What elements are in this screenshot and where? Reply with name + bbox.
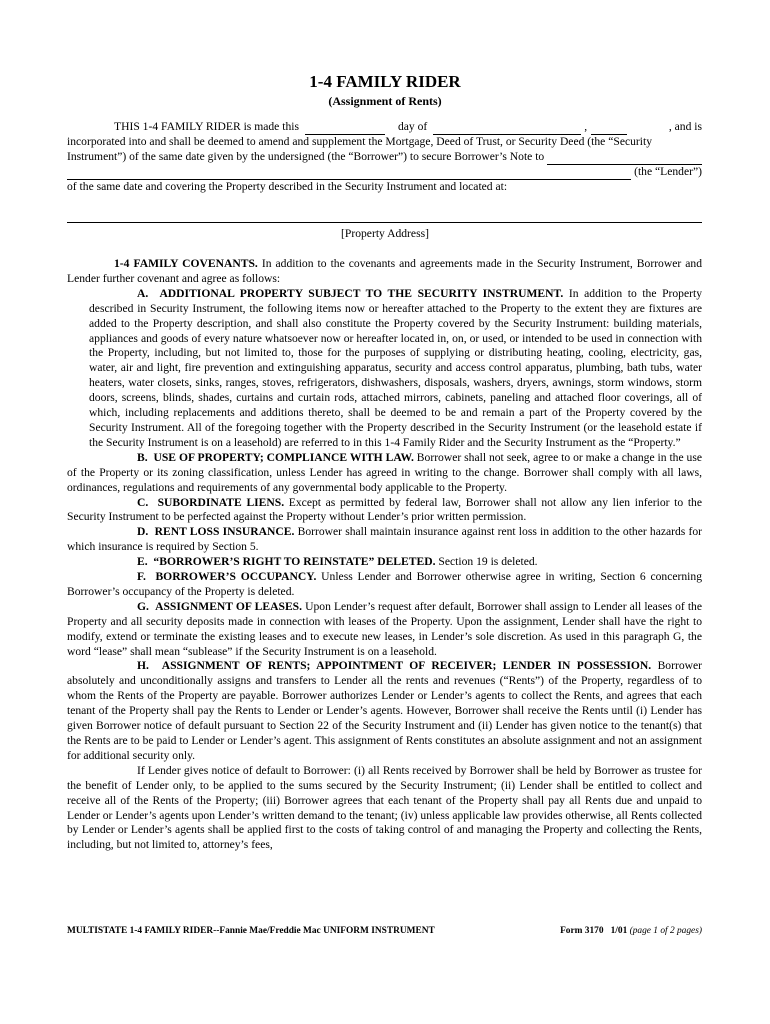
section-h-continued <box>67 764 702 853</box>
section-f-text: Unless Lender and Borrower otherwise agree in writing, Section 6 concerning Borrower’s occupancy of the Property is deleted. <box>67 570 702 598</box>
lender-name-blank[interactable] <box>547 153 702 165</box>
intro-line-5: of the same date and covering the Property described in the Security Instrument and located at: <box>67 179 508 193</box>
footer-form-number: Form 3170 1/01 <box>560 926 628 936</box>
covenants-heading: 1-4 FAMILY COVENANTS. <box>114 257 258 270</box>
section-c-text: Except as permitted by federal law, Borrower shall not allow any lien inferior to the Security Instrument to be perfected against the Property without Lender’s prior written permission. <box>67 495 702 524</box>
section-c <box>67 496 702 526</box>
footer-form-info <box>560 924 702 939</box>
intro-text: , <box>584 120 588 133</box>
month-blank[interactable] <box>433 123 581 135</box>
intro-text: day of <box>397 120 428 133</box>
intro-line-4 <box>67 165 702 180</box>
intro-line-3 <box>67 150 702 165</box>
section-h-heading: H. ASSIGNMENT OF RENTS; APPOINTMENT OF RECEIVER; LENDER IN POSSESSION. <box>137 659 652 673</box>
intro-text: (the “Lender”) <box>634 164 702 178</box>
covenants-body <box>67 257 702 853</box>
section-f-heading: F. BORROWER’S OCCUPANCY. <box>137 570 317 584</box>
property-address-label: [Property Address] <box>341 227 429 240</box>
section-c-heading: C. SUBORDINATE LIENS. <box>137 495 285 509</box>
section-a-text: In addition to the Property described in Security Instrument, the following items now or hereafter attached to the Property to the extent they are fixtures are added to the Property description, and shall also constitute the Property covered by the Security Instrument: building materials, appliances and goods of every nature whatsoever now or hereafter located in, on, or used, or intended to be used in connection with the Property, including, but not limited to, those for the purposes of supplying or distributing heating, cooling, electricity, gas, water, air and light, fire prevention and extinguishing apparatus, security and access control apparatus, plumbing, bath tubs, water heaters, water closets, sinks, ranges, stoves, refrigerators, dishwashers, disposals, washers, dryers, awnings, storm windows, storm doors, screens, blinds, shades, curtains and curtain rods, attached mirrors, cabinets, paneling and attached floor coverings, all of which, including replacements and additions thereto, shall be deemed to be and remain a part of the Property covered by the Security Instrument. All of the foregoing together with the Property described in the Security Instrument (or the leasehold estate if the Security Instrument is on a leasehold) are referred to in this 1-4 Family Rider and the Security Instrument as the “Property.” <box>89 286 702 449</box>
section-e-text: Section 19 is deleted. <box>435 555 538 569</box>
section-a-heading: A. ADDITIONAL PROPERTY SUBJECT TO THE SECURITY INSTRUMENT. <box>137 286 564 300</box>
section-b <box>67 451 702 496</box>
footer-instrument-name: MULTISTATE 1-4 FAMILY RIDER--Fannie Mae/Freddie Mac UNIFORM INSTRUMENT <box>67 926 435 936</box>
section-a <box>67 287 702 451</box>
section-f <box>67 570 702 600</box>
lender-name-blank-2[interactable] <box>67 168 631 180</box>
section-e <box>67 555 702 570</box>
intro-section <box>67 120 702 195</box>
property-address-blank[interactable] <box>67 222 702 223</box>
section-d-text: Borrower shall maintain insurance against rent loss in addition to the other hazards for which insurance is required by Section 5. <box>67 525 702 554</box>
footer-page-number: (page 1 of 2 pages) <box>629 926 702 936</box>
day-blank[interactable] <box>305 123 385 135</box>
section-g-heading: G. ASSIGNMENT OF LEASES. <box>137 599 303 613</box>
covenants-intro <box>67 257 702 287</box>
covenants-intro-text: In addition to the covenants and agreements made in the Security Instrument, Borrower and Lender further covenant and agree as follows: <box>67 257 702 285</box>
section-d <box>67 525 702 555</box>
section-h-text: Borrower absolutely and unconditionally assigns and transfers to Lender all the rents and revenues (“Rents”) of the Property, regardless of to whom the Rents of the Property are payable. Borrower authorizes Lender or Lender’s agents to collect the Rents, and agrees that each tenant of the Property shall pay the Rents to Lender or Lender’s agents. However, Borrower shall receive the Rents until (i) Lender has given Borrower notice of default pursuant to Section 22 of the Security Instrument and (ii) Lender has given notice to the tenant(s) that the Rents are to be paid to Lender or Lender’s agent. This assignment of Rents constitutes an absolute assignment and not an assignment for additional security only. <box>67 659 703 762</box>
document-subtitle: (Assignment of Rents) <box>328 94 442 108</box>
intro-text: Instrument”) of the same date given by the undersigned (the “Borrower”) to secure Borrower’s Note to <box>67 149 545 163</box>
section-g-text: Upon Lender’s request after default, Borrower shall assign to Lender all leases of the Property and all security deposits made in connection with leases of the Property. Upon the assignment, Lender shall have the right to modify, extend or terminate the existing leases and to execute new leases, in Lender’s sole discretion. As used in this paragraph G, the word “lease” shall mean “sublease” if the Security Instrument is on a leasehold. <box>67 599 702 658</box>
document-title: 1-4 FAMILY RIDER <box>309 72 461 91</box>
year-blank[interactable] <box>591 123 627 135</box>
section-b-text: Borrower shall not seek, agree to or make a change in the use of the Property or its zoning classification, unless Lender has agreed in writing to the change. Borrower shall comply with all laws, ordinances, regulations and requirements of any governmental body applicable to the Property. <box>67 450 702 494</box>
intro-text: , and is <box>668 120 702 133</box>
page-footer <box>67 924 702 939</box>
intro-line-2: incorporated into and shall be deemed to amend and supplement the Mortgage, Deed of Trust, or Security Deed (the “Security <box>67 134 653 148</box>
intro-text: THIS 1-4 FAMILY RIDER is made this <box>114 120 299 133</box>
section-h <box>67 659 702 763</box>
section-h-text-2: If Lender gives notice of default to Borrower: (i) all Rents received by Borrower shall be held by Borrower as trustee for the benefit of Lender only, to be applied to the sums secured by the Security Instrument; (ii) Lender shall be entitled to collect and receive all of the Rents of the Property; (iii) Borrower agrees that each tenant of the Property shall pay all Rents due and unpaid to Lender or Lender’s agents upon Lender’s written demand to the tenant; (iv) unless applicable law provides otherwise, all Rents collected by Lender or Lender’s agents shall be applied first to the costs of taking control of and managing the Property and collecting the Rents, including, but not limited to, attorney’s fees, <box>67 763 702 852</box>
section-b-heading: B. USE OF PROPERTY; COMPLIANCE WITH LAW. <box>137 450 414 464</box>
intro-line-1 <box>67 120 702 135</box>
section-e-heading: E. “BORROWER’S RIGHT TO REINSTATE” DELETED. <box>137 555 436 569</box>
section-d-heading: D. RENT LOSS INSURANCE. <box>137 525 295 539</box>
section-g <box>67 600 702 660</box>
